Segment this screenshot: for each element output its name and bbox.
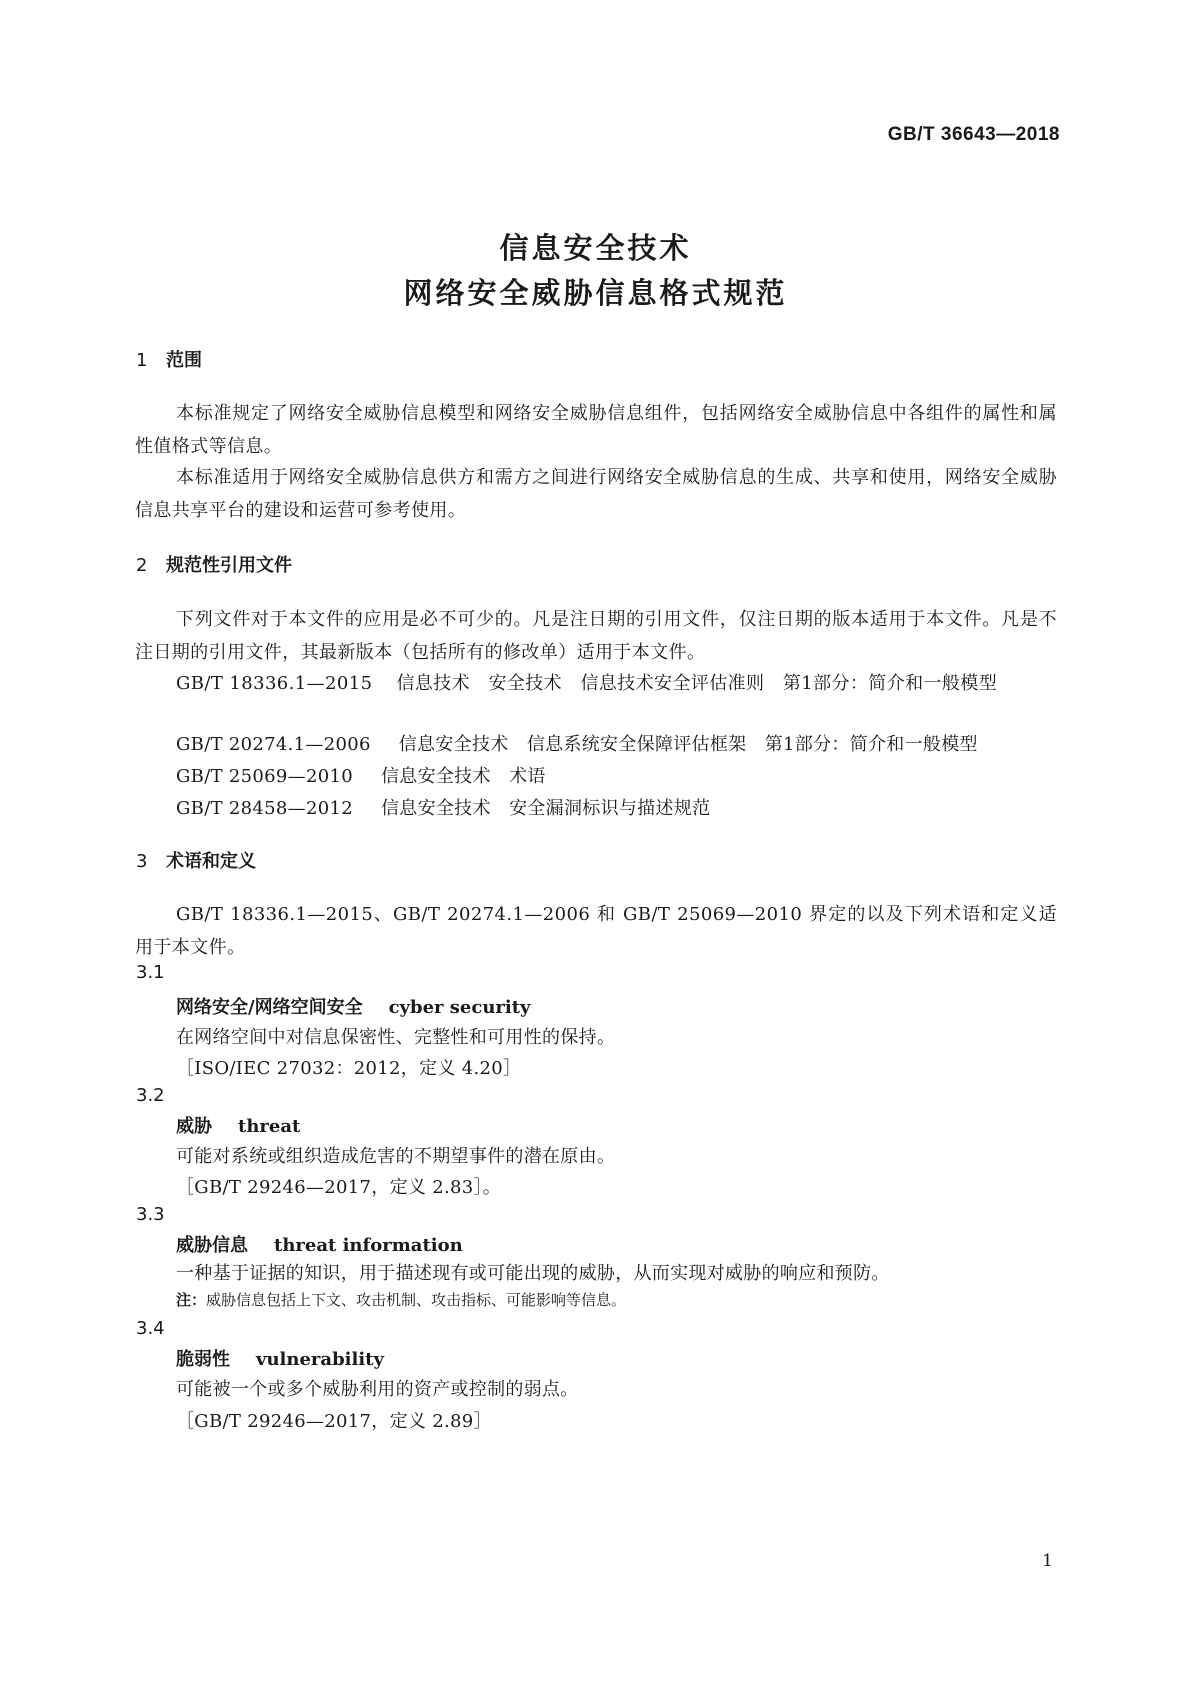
term-source: ［GB/T 29246—2017，定义 2.89］ [176, 1411, 492, 1432]
document-title-line2: 网络安全威胁信息格式规范 [403, 276, 788, 310]
section-1-heading [136, 346, 202, 372]
reference-title: 信息安全技术 信息系统安全保障评估框架 第1部分：简介和一般模型 [398, 734, 978, 755]
reference-code: GB/T 25069—2010 [176, 766, 353, 787]
section-number: 2 [136, 555, 148, 576]
page-number: 1 [1042, 1551, 1053, 1571]
term-number: 3.3 [136, 1204, 165, 1225]
term-source: ［GB/T 29246—2017，定义 2.83］。 [176, 1177, 502, 1198]
section-number: 3 [136, 851, 148, 872]
term-chinese: 脆弱性 [176, 1349, 230, 1370]
document-title-line1: 信息安全技术 [499, 231, 692, 265]
section-2-heading [136, 551, 292, 577]
term-definition: 在网络空间中对信息保密性、完整性和可用性的保持。 [176, 1027, 616, 1048]
term-english: vulnerability [256, 1349, 384, 1370]
note-label: 注： [176, 1291, 207, 1309]
term-number: 3.4 [136, 1318, 165, 1339]
term-definition: 可能对系统或组织造成危害的不期望事件的潜在原由。 [176, 1146, 616, 1167]
term-chinese: 威胁 [176, 1116, 212, 1137]
paragraph: 本标准规定了网络安全威胁信息模型和网络安全威胁信息组件，包括网络安全威胁信息中各组件的属性和属性值格式等信息。 [135, 403, 1057, 457]
term-chinese: 网络安全/网络空间安全 [176, 997, 363, 1018]
term-definition: 可能被一个或多个威胁利用的资产或控制的弱点。 [176, 1379, 579, 1400]
term-heading [176, 993, 531, 1019]
term-source: ［ISO/IEC 27032：2012，定义 4.20］ [176, 1058, 522, 1079]
reference-title: 信息安全技术 安全漏洞标识与描述规范 [380, 798, 711, 819]
note-text: 威胁信息包括上下文、攻击机制、攻击指标、可能影响等信息。 [206, 1291, 627, 1309]
reference-item [176, 794, 710, 820]
term-chinese: 威胁信息 [176, 1235, 248, 1256]
term-english: threat [238, 1116, 301, 1137]
term-heading [176, 1231, 463, 1257]
term-heading [176, 1112, 300, 1138]
term-heading [176, 1345, 384, 1371]
term-english: threat information [274, 1235, 463, 1256]
reference-item [135, 667, 1057, 700]
section-3-heading [136, 847, 256, 873]
section-title: 规范性引用文件 [166, 555, 292, 576]
term-definition: 一种基于证据的知识，用于描述现有或可能出现的威胁，从而实现对威胁的响应和预防。 [176, 1263, 890, 1284]
reference-code: GB/T 20274.1—2006 [176, 734, 371, 755]
reference-code: GB/T 28458—2012 [176, 798, 353, 819]
section-title: 范围 [166, 350, 202, 371]
standard-number: GB/T 36643—2018 [887, 124, 1060, 145]
term-number: 3.2 [136, 1085, 165, 1106]
section-number: 1 [136, 350, 148, 371]
reference-item [176, 730, 978, 756]
reference-title: 信息安全技术 术语 [380, 766, 546, 787]
term-note [176, 1289, 626, 1310]
paragraph: 本标准适用于网络安全威胁信息供方和需方之间进行网络安全威胁信息的生成、共享和使用，网络安全威胁信息共享平台的建设和运营可参考使用。 [135, 467, 1057, 521]
paragraph: 下列文件对于本文件的应用是必不可少的。凡是注日期的引用文件，仅注日期的版本适用于本文件。凡是不注日期的引用文件，其最新版本（包括所有的修改单）适用于本文件。 [135, 609, 1057, 663]
reference-code: GB/T 18336.1—2015 [176, 673, 373, 694]
term-number: 3.1 [136, 962, 165, 983]
paragraph: GB/T 18336.1—2015、GB/T 20274.1—2006 和 GB/T 25069—2010 界定的以及下列术语和定义适用于本文件。 [135, 904, 1057, 958]
reference-item [176, 762, 546, 788]
reference-title: 信息技术 安全技术 信息技术安全评估准则 第1部分：简介和一般模型 [396, 673, 998, 694]
term-english: cyber security [388, 997, 531, 1018]
section-title: 术语和定义 [166, 851, 256, 872]
